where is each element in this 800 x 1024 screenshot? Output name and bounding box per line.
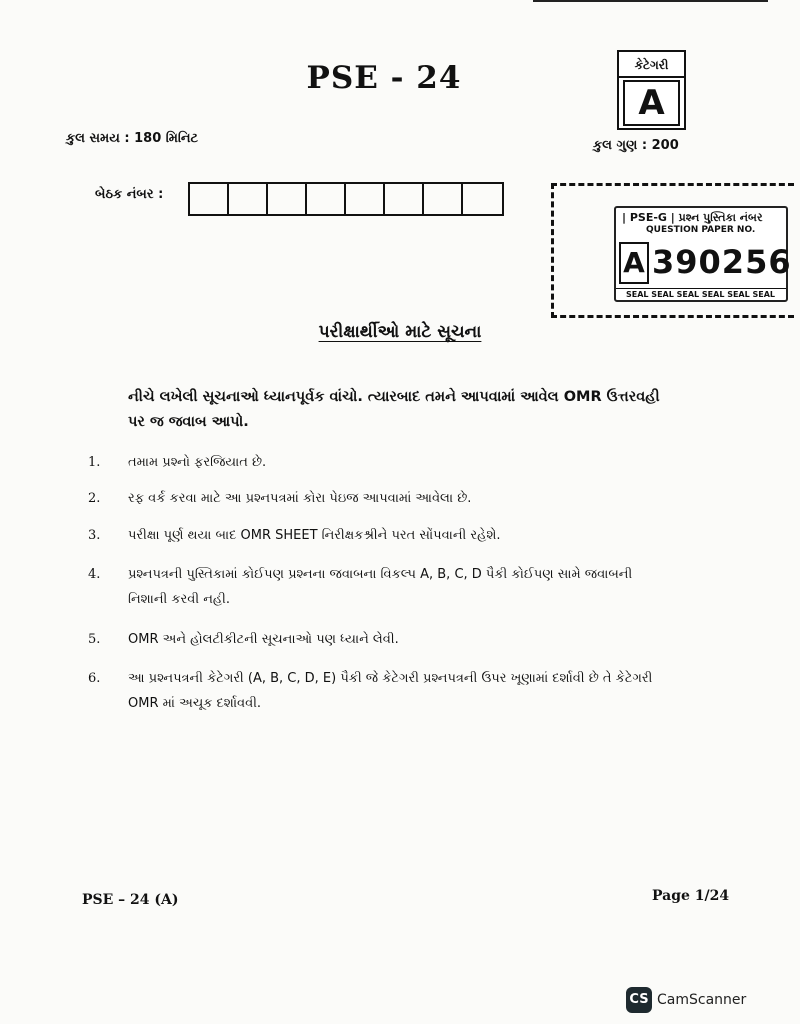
instruction-number: 4.: [88, 567, 101, 582]
seat-number-cell[interactable]: [268, 184, 307, 214]
instruction-number: 1.: [88, 455, 101, 470]
seat-number-cell[interactable]: [229, 184, 268, 214]
seat-number-cell[interactable]: [346, 184, 385, 214]
instructions-heading: [0, 322, 800, 342]
page-number: Page 1/24: [652, 888, 730, 904]
seat-number-label: બેઠક નંબર :: [95, 187, 164, 202]
instruction-number: 6.: [88, 671, 101, 686]
seat-number-cell[interactable]: [424, 184, 463, 214]
instruction-text: OMR અને હોલટીકીટની સૂચનાઓ પણ ધ્યાને લેવી.: [128, 632, 399, 647]
footer-code: PSE – 24 (A): [82, 892, 179, 908]
instructions-heading-text: પરીક્ષાર્થીઓ માટે સૂચના: [318, 322, 482, 342]
instruction-number: 2.: [88, 491, 101, 506]
instruction-text: પરીક્ષા પૂર્ણ થયા બાદ OMR SHEET નિરીક્ષકશ્રીને પરત સોંપવાની રહેશે.: [128, 528, 501, 543]
category-letter: A: [623, 80, 680, 126]
category-label: કેટેગરી: [619, 54, 684, 78]
seat-number-cell[interactable]: [307, 184, 346, 214]
camscanner-icon: CS: [626, 987, 652, 1013]
camscanner-text: CamScanner: [657, 992, 747, 1008]
instruction-number: 3.: [88, 528, 101, 543]
instruction-text: પ્રશ્નપત્રની પુસ્તિકામાં કોઈપણ પ્રશ્નના જવાબના વિકલ્પ A, B, C, D પૈકી કોઈપણ સામે જવાબની નિશાની કરવી નહી.: [128, 567, 633, 607]
instruction-text: આ પ્રશ્નપત્રની કેટેગરી (A, B, C, D, E) પૈકી જે કેટેગરી પ્રશ્નપત્રની ઉપર ખૂણામાં દર્શાવી છે તે કેટેગરી OMR માં અચૂક દર્શાવવી.: [128, 671, 653, 711]
question-paper-header: | PSE-G | પ્રશ્ન પુસ્તિકા નંબર: [622, 211, 763, 224]
top-edge-line: [533, 0, 768, 2]
seal-strip: SEAL SEAL SEAL SEAL SEAL SEAL: [616, 288, 786, 301]
instruction-number: 5.: [88, 632, 101, 647]
seat-number-cell[interactable]: [190, 184, 229, 214]
seat-number-cell[interactable]: [385, 184, 424, 214]
question-paper-subheader: QUESTION PAPER NO.: [646, 225, 756, 235]
category-box: [617, 50, 686, 130]
instruction-text: રફ વર્ક કરવા માટે આ પ્રશ્નપત્રમાં કોરા પેઇજ આપવામાં આવેલા છે.: [128, 491, 472, 506]
total-marks: કુલ ગુણ : 200: [593, 138, 679, 153]
exam-title: PSE - 24: [306, 60, 462, 96]
seat-number-boxes[interactable]: [188, 182, 504, 216]
total-time: કુલ સમય : 180 મિનિટ: [66, 131, 199, 146]
seat-number-cell[interactable]: [463, 184, 502, 214]
question-paper-number: 390256: [652, 243, 792, 281]
instruction-text: તમામ પ્રશ્નો ફરજિયાત છે.: [128, 455, 267, 470]
instructions-intro: નીચે લખેલી સૂચનાઓ ધ્યાનપૂર્વક વાંચો. ત્યારબાદ તમને આપવામાં આવેલ OMR ઉત્તરવહી પર જ જવાબ આપો.: [128, 389, 660, 430]
camscanner-watermark: [626, 987, 746, 1013]
question-paper-series: A: [619, 242, 649, 284]
question-paper-sticker: [614, 206, 792, 302]
